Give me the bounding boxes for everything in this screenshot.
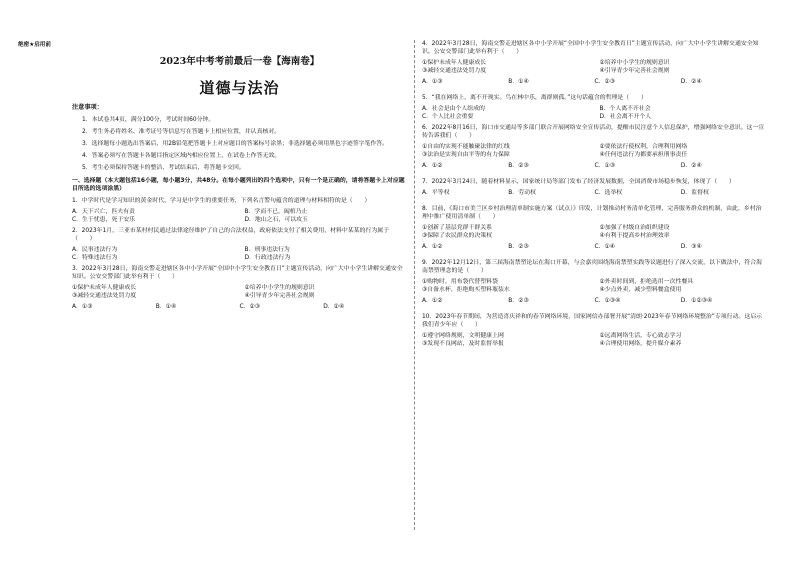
option: ②培养中小学生的规则意识 [244,285,315,291]
option: B．劳动权 [508,190,536,196]
right-column [422,40,767,351]
choice: D．②④ [680,79,702,85]
choice: D．②④ [680,163,702,169]
question-3 [72,265,407,311]
question-8 [422,205,767,251]
notice-heading: 注意事项： [72,104,103,111]
notice-item: 1．本试卷共4页，满分100分，考试时间60分钟。 [82,117,215,123]
question-stem: 4．2022年3月28日，海南交警走进辖区各中小学开展“全国中小学生安全教育日”主题宣传活动，向广大中小学生讲解交通安全知识。公安交警部门此举有利于（ ） [422,41,759,55]
notice-item: 3．选择题每小题选出答案后，用2B铅笔把答题卡上对应题目的答案标号涂黑；非选择题必须用黑色字迹签字笔作答。 [82,141,389,147]
question-5 [422,94,767,121]
notice-item: 2．考生务必将姓名、准考证号等信息写在答题卡上相应位置，并认真核对。 [82,129,281,135]
question-10 [422,313,767,348]
option: ③减轻交通违法处罚力度 [72,293,137,299]
option: ③自备水杯，拒绝购买塑料瓶装水 [422,287,510,293]
option: C．特殊违法行为 [72,255,118,261]
option: ④有利于提高乡村治理效率 [599,233,670,239]
exam-title: 2023年中考考前最后一卷【海南卷】 [159,56,320,67]
choice: C．①④ [594,244,616,250]
question-1 [72,197,407,224]
choice: B．②③ [508,163,529,169]
option: ④引导青少年完善社会规则 [599,68,670,74]
choice: A．①③ [422,79,443,85]
option: ②加强了村级自治组织建设 [599,225,670,231]
option: ④少点外卖，减少塑料餐盒使用 [599,287,682,293]
option: ④合理使用网络，提升媒介素养 [599,341,682,347]
option: C．生于忧患，死于安乐 [72,217,136,223]
option: ③减轻交通违法处罚力度 [422,68,487,74]
choice: B．②③ [508,244,529,250]
choice: C．②③ [594,79,616,85]
subject-title: 道德与法治 [199,79,280,97]
option: ①遵守网络规则，文明健康上网 [422,333,504,339]
question-stem: 2．2023年1月，三亚市某村村民通过法律途径维护了自己的合法权益，政府依法支付了相关费用，材料中某某的行为属于（ ） [72,228,390,242]
option: ①创新了基层党群干群关系 [422,225,493,231]
question-stem: 5．“我在网络上，离不开现实。鸟在林中乐，离群则孤。”这句话蕴含的哲理是（ ） [422,95,647,101]
option: A．社会是由个人组成的 [422,106,485,112]
choice: C．①③ [594,163,616,169]
option: ②远离网络生活，专心致志学习 [599,333,682,339]
choice: C．①③④ [594,298,621,304]
notice-item: 5．考生必须保持答题卡的整洁，考试结束后，将答题卡交回。 [82,165,245,171]
choice: D．②④ [323,304,345,310]
option: A．平等权 [422,190,450,196]
question-stem: 9．2022年12月12日，第三届海南禁塑论坛在海口开幕，与会嘉宾围绕海南禁塑实践等议题进行了深入交流，以下做法中，符合海南禁塑理念的是（ ） [422,260,763,274]
option: D．行政违法行为 [244,255,291,261]
option: A．民事违法行为 [72,247,118,253]
option: A．天下兴亡，匹夫有责 [72,209,135,215]
option: ③法治是实现自由平等的有力保障 [422,152,510,158]
choice: D．①②③④ [680,298,713,304]
question-7 [422,178,767,197]
section-heading: 一、选择题（本大题包括16小题，每小题3分，共48分。在每小题列出的四个选项中，只有一个是正确的，请将答题卡上对应题目所选的选项涂黑） [72,178,405,192]
option: ①保护未成年人健康成长 [72,285,137,291]
secret-label: 绝密★启用前 [18,42,51,48]
option: C．个人比社会重要 [422,114,474,120]
question-stem: 1．中学时代是学习知识的黄金时代，学习是中学生的重要任务，下列名言警句蕴含的道理与材料相符的是（ ） [72,198,371,204]
choice: A．①② [422,163,443,169]
question-9 [422,259,767,305]
question-stem: 10．2023年春节期间，为营造喜庆祥和的春节网络环境，国家网信办部署开展“清朗·2023年春节网络环境整治”专项行动。这启示我们青少年应（ ） [422,314,762,328]
choice: A．①② [422,298,443,304]
option: B．刑事违法行为 [244,247,290,253]
question-stem: 6．2022年8月16日，海口市交通局等多部门联合开展网络安全宣传活动，提醒市民注意个人信息保护，增强网络安全意识。这一宣传告诉我们（ ） [422,125,765,139]
question-stem: 8．目前，《海口市美兰区乡村治理清单制实施方案（试点）》印发，计划推动村务清单化管理，完善服务群众的机制，由此，乡村治理中推广使用清单制（ ） [422,206,762,220]
choice: C．②③ [239,304,261,310]
choice: B．①④ [155,304,177,310]
choice: B．①④ [508,79,529,85]
left-column [72,40,407,319]
option: ②培养中小学生的规则意识 [599,60,670,66]
question-2 [72,227,407,262]
option: C．选举权 [594,190,623,196]
choice: A．①③ [72,304,93,310]
option: D．监督权 [680,190,709,196]
option: ②外卖时间到，拒绝选用一次性餐具 [599,279,694,285]
option: ④任何违法行为都要承担刑事责任 [599,152,688,158]
question-6 [422,124,767,170]
option: ①购物时，用布袋代替塑料袋 [422,279,498,285]
option: B．学而不已，阖棺乃止 [244,209,308,215]
choice: A．①② [422,244,443,250]
column-divider [414,40,415,530]
option: D．地山之石，可以攻玉 [244,217,308,223]
question-4 [422,40,767,86]
notice-item: 4．答案必须写在答题卡各题目指定区域内相应位置上，在试卷上作答无效。 [82,153,281,159]
option: ③保障了农民群众的决策权 [422,233,493,239]
option: ④引导青少年完善社会规则 [244,293,315,299]
option: D．社会离不开个人 [599,114,652,120]
choice: D．③④ [680,244,702,250]
option: ①保护未成年人健康成长 [422,60,487,66]
choice: B．②③ [508,298,529,304]
option: B．个人离不开社会 [599,106,651,112]
option: ③发现不良网站，及时监督举报 [422,341,504,347]
question-stem: 7．2022年3月24日，随着材料显示，国家统计局等部门发布了经济发展数据，全国消费市场稳步恢复，体现了（ ） [422,179,735,185]
option: ①自由的实现不能触碰法律的红线 [422,144,510,150]
question-stem: 3．2022年3月28日，海南交警走进辖区各中小学开展“全国中小学生安全教育日”主题宣传活动，向广大中小学生讲解交通安全知识。公安交警部门此举有利于（ ） [72,266,403,280]
option: ②要依法行使权利，合理利用网络 [599,144,688,150]
